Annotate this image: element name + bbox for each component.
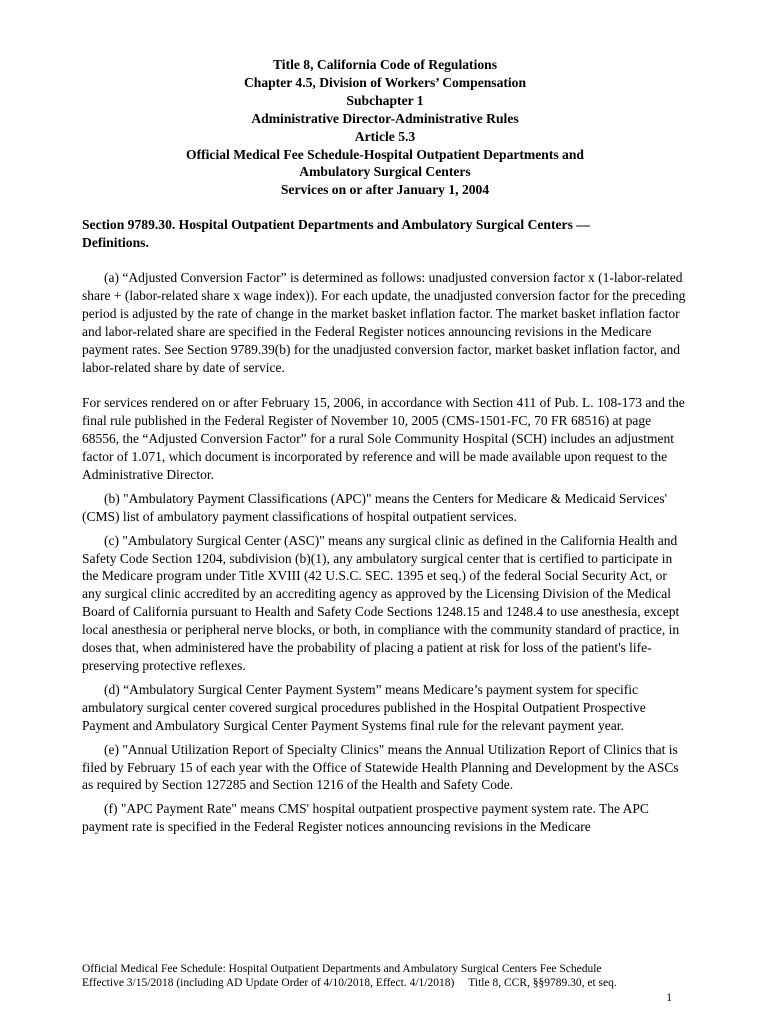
- paragraph-a: (a) “Adjusted Conversion Factor” is determined as follows: unadjusted conversion factor x (1-labor-related share + (labor-related share x wage index)). For each update, the unadjusted conversion factor for the preceding period is adjusted by the rate of change in the market basket inflation factor. The market basket inflation factor and labor-related share are specified in the Federal Register notices announcing revisions in the Medicare payment rates. See Section 9789.39(b) for the unadjusted conversion factor, market basket inflation factor, and labor-related share by date of service.: [82, 270, 686, 375]
- header-chapter-line: Chapter 4.5, Division of Workers’ Compensation: [243, 74, 527, 90]
- section-title: Section 9789.30. Hospital Outpatient Departments and Ambulatory Surgical Centers — Definitions.: [82, 217, 590, 250]
- paragraph-d: (d) “Ambulatory Surgical Center Payment System” means Medicare’s payment system for specific ambulatory surgical center covered surgical procedures published in the Hospital Outpatient Prospective Payment and Ambulatory Surgical Center Payment Systems final rule for the relevant payment year.: [82, 681, 646, 733]
- paragraph-c: (c) "Ambulatory Surgical Center (ASC)" means any surgical clinic as defined in the California Health and Safety Code Section 1204, subdivision (b)(1), any ambulatory surgical center that is certified to participate in the Medicare program under Title XVIII (42 U.S.C. SEC. 1395 et seq.) of the federal Social Security Act, or any surgical clinic accredited by an accrediting agency as approved by the Licensing Division of the Medical Board of California pursuant to Health and Safety Code Sections 1248.15 and 1248.4 to use anesthesia, except local anesthesia or peripheral nerve blocks, or both, in compliance with the community standard of practice, in doses that, when administered have the probability of placing a patient at risk for loss of the patient's life-preserving protective reflexes.: [82, 532, 680, 674]
- header-rules-line: Administrative Director-Administrative Rules: [251, 110, 519, 126]
- footer-effective-date: Effective 3/15/2018 (including AD Update Order of 4/10/2018, Effect. 4/1/2018): [82, 977, 455, 990]
- document-header: [82, 56, 688, 199]
- header-title-line: Title 8, California Code of Regulations: [272, 57, 498, 72]
- document-page: [82, 0, 688, 1024]
- header-schedule-line-2: Ambulatory Surgical Centers: [299, 164, 471, 180]
- page-footer: [82, 962, 672, 1005]
- page-number: 1: [666, 991, 672, 1004]
- document-body: [82, 269, 688, 836]
- footer-title: Official Medical Fee Schedule: Hospital Outpatient Departments and Ambulatory Surgical Centers Fee Schedule: [82, 963, 602, 975]
- paragraph-f: (f) "APC Payment Rate" means CMS' hospital outpatient prospective payment system rate. The APC payment rate is specified in the Federal Register notices announcing revisions in the Medicare: [82, 801, 649, 835]
- header-schedule-line: Official Medical Fee Schedule-Hospital Outpatient Departments and: [186, 146, 584, 162]
- header-subchapter-line: Subchapter 1: [346, 92, 424, 108]
- paragraph-b: (b) "Ambulatory Payment Classifications (APC)" means the Centers for Medicare & Medicaid Services' (CMS) list of ambulatory payment classifications of hospital outpatient services.: [82, 490, 668, 524]
- paragraph-a-continued: For services rendered on or after February 15, 2006, in accordance with Section 411 of Pub. L. 108-173 and the final rule published in the Federal Register of November 10, 2005 (CMS-1501-FC, 70 FR 68516) at page 68556, the “Adjusted Conversion Factor” for a rural Sole Community Hospital (SCH) includes an adjustment factor of 1.071, which document is incorporated by reference and will be made available upon request to the Administrative Director.: [82, 395, 685, 482]
- footer-citation: Title 8, CCR, §§9789.30, et seq.: [468, 977, 617, 990]
- header-article-line: Article 5.3: [354, 128, 416, 144]
- footer-effective-line: [82, 976, 672, 990]
- paragraph-e: (e) "Annual Utilization Report of Specialty Clinics" means the Annual Utilization Report of Clinics that is filed by February 15 of each year with the Office of Statewide Health Planning and Development by the ASCs as required by Section 127285 and Section 1216 of the Health and Safety Code.: [82, 741, 679, 793]
- header-services-line: Services on or after January 1, 2004: [280, 182, 490, 198]
